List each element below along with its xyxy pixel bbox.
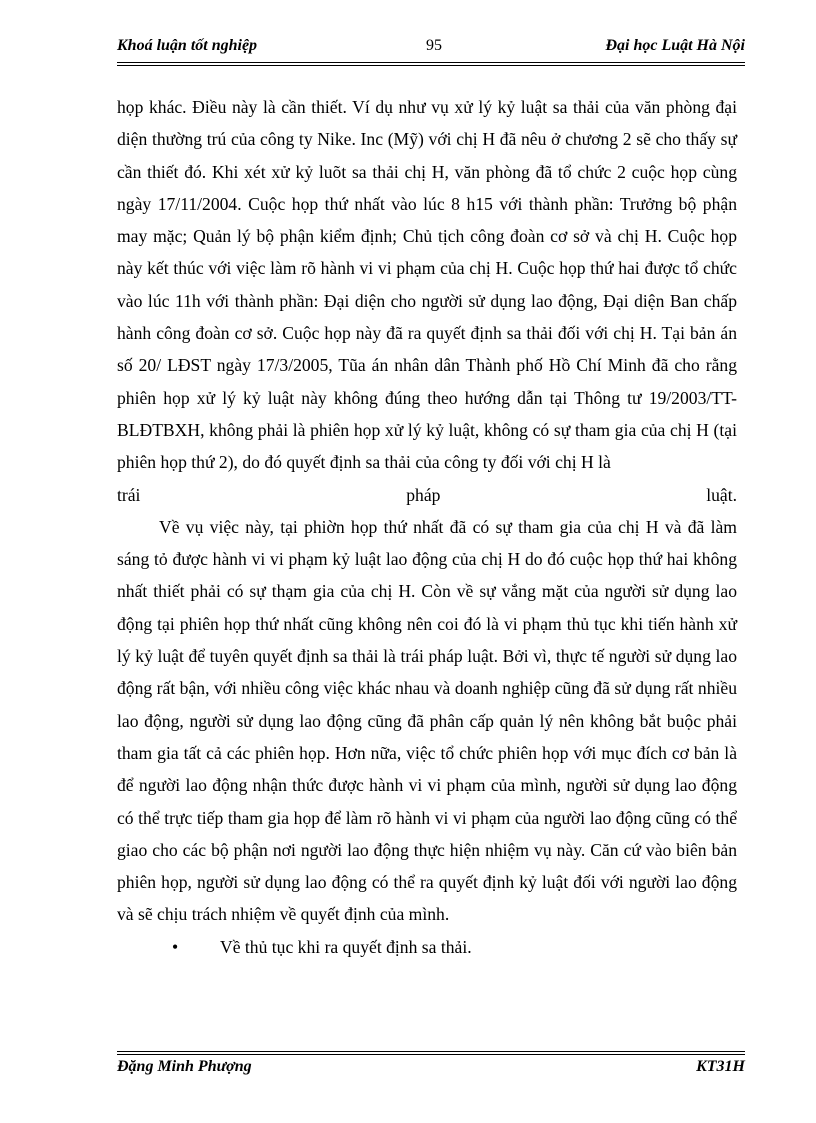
- tail-word-2: pháp: [406, 484, 441, 505]
- bullet-item: [117, 931, 737, 963]
- page-footer: [117, 1058, 745, 1082]
- footer-class-code: KT31H: [696, 1058, 745, 1075]
- tail-word-3: luật.: [706, 484, 737, 505]
- tail-word-1: trái: [117, 484, 141, 505]
- header-rule: [117, 62, 745, 66]
- page-number: 95: [426, 37, 442, 54]
- footer-rule: [117, 1051, 745, 1055]
- bullet-text: Về thủ tục khi ra quyết định sa thải.: [220, 936, 472, 957]
- document-body: [117, 91, 737, 963]
- paragraph-1: họp khác. Điều này là cần thiết. Ví dụ như vụ xử lý kỷ luật sa thải của văn phòng đại diện thường trú của công ty Nike. Inc (Mỹ) với chị H đã nêu ở chương 2 sẽ cho thấy sự cần thiết đó. Khi xét xử kỷ luõt sa thải chị H, văn phòng đã tổ chức 2 cuộc họp cùng ngày 17/11/2004. Cuộc họp thứ nhất vào lúc 8 h15 với thành phần: Trưởng bộ phận may mặc; Quản lý bộ phận kiểm định; Chủ tịch công đoàn cơ sở và chị H. Cuộc họp này kết thúc với việc làm rõ hành vi vi phạm của chị H. Cuộc họp thứ hai được tổ chức vào lúc 11h với thành phần: Đại diện cho người sử dụng lao động, Đại diện Ban chấp hành công đoàn cơ sở. Cuộc họp này đã ra quyết định sa thải đối với chị H. Tại bản án số 20/ LĐST ngày 17/3/2005, Tũa án nhân dân Thành phố Hồ Chí Minh đã cho rằng phiên họp xử lý kỷ luật này không đúng theo hướng dẫn tại Thông tư 19/2003/TT-BLĐTBXH, không phải là phiên họp xử lý kỷ luật, không có sự tham gia của chị H (tại phiên họp thứ 2), do đó quyết định sa thải của công ty đối với chị H là: [117, 97, 737, 473]
- paragraph-1-last-line: [117, 479, 737, 511]
- header-university: Đại học Luật Hà Nội: [605, 37, 745, 54]
- page-header: [117, 37, 745, 63]
- bullet-symbol: •: [172, 936, 179, 957]
- header-thesis-label: Khoá luận tốt nghiệp: [117, 37, 258, 54]
- footer-author: Đặng Minh Phượng: [117, 1058, 252, 1075]
- paragraph-2: Về vụ việc này, tại phiờn họp thứ nhất đã có sự tham gia của chị H và đã làm sáng tỏ được hành vi vi phạm kỷ luật lao động của chị H do đó cuộc họp thứ hai không nhất thiết phải có sự thạm gia của chị H. Còn về sự vắng mặt của người sử dụng lao động tại phiên họp thứ nhất cũng không nên coi đó là vi phạm thủ tục khi tiến hành xử lý kỷ luật để tuyên quyết định sa thải là trái pháp luật. Bởi vì, thực tế người sử dụng lao động rất bận, với nhiều công việc khác nhau và doanh nghiệp cũng đã sử dụng rất nhiều lao động, người sử dụng lao động cũng đã phân cấp quản lý nên không bắt buộc phải tham gia tất cả các phiên họp. Hơn nữa, việc tổ chức phiên họp với mục đích cơ bản là để người lao động nhận thức được hành vi vi phạm của mình, người sử dụng lao động có thể trực tiếp tham gia họp để làm rõ hành vi vi phạm của người lao động cũng có thể giao cho các bộ phận nơi người lao động thực hiện nhiệm vụ này. Căn cứ vào biên bản phiên họp, người sử dụng lao động có thể ra quyết định kỷ luật đối với người lao động và sẽ chịu trách nhiệm về quyết định của mình.: [117, 516, 737, 925]
